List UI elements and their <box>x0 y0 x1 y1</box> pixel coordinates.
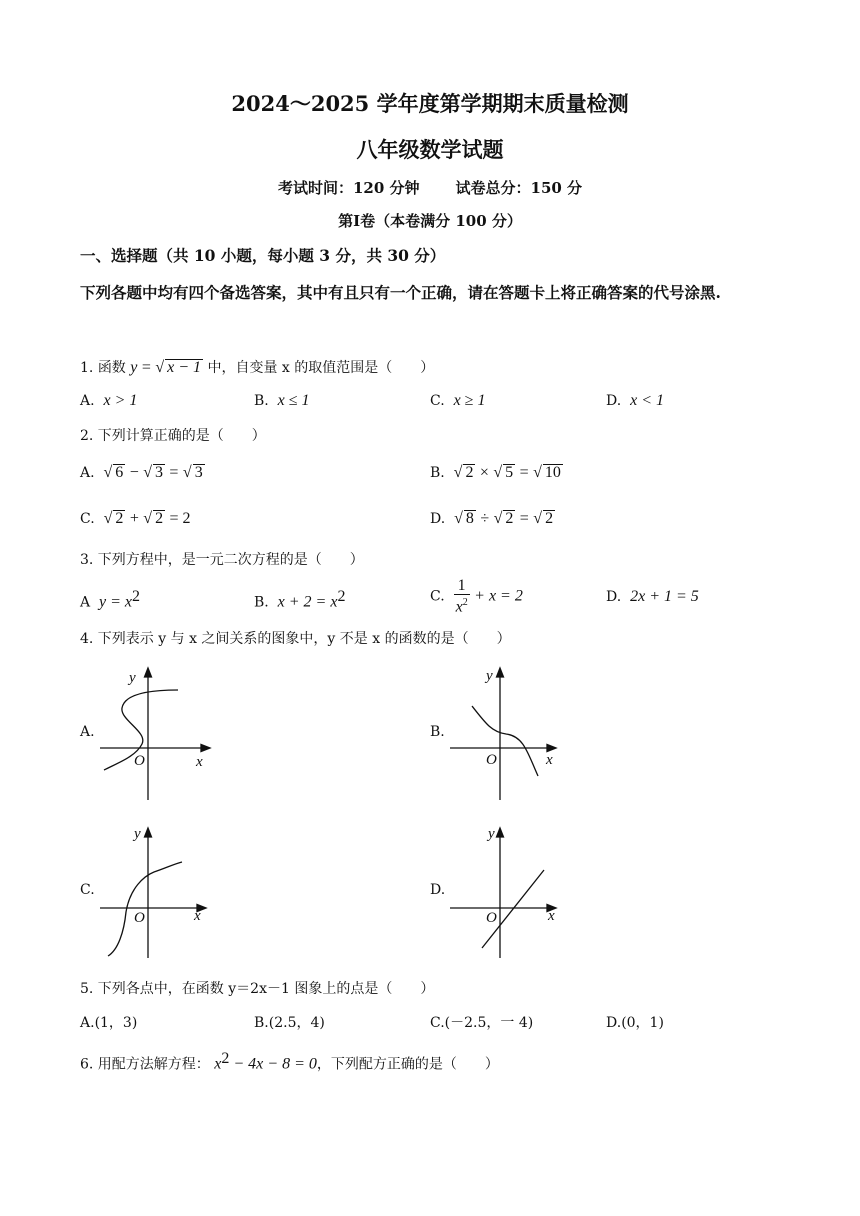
origin-label: O <box>134 910 145 926</box>
option-label: A. <box>80 1015 95 1031</box>
exam-total-score: 试卷总分：150 分 <box>455 179 583 197</box>
radical-sign: √ <box>103 464 113 481</box>
option-expr: x ≥ 1 <box>453 392 486 409</box>
option-label: D. <box>430 511 446 527</box>
graph-axes <box>100 668 210 800</box>
fraction <box>454 578 470 615</box>
formula-var: x <box>214 1055 222 1073</box>
operator: × <box>479 464 489 481</box>
question-6-stem <box>80 1050 499 1074</box>
question-text: ，下列配方正确的是（ ） <box>316 1056 499 1073</box>
q3-option-b[interactable] <box>254 588 345 612</box>
radicand: 2 <box>465 464 474 481</box>
q5-option-d[interactable] <box>606 1012 664 1032</box>
radical-sign: √ <box>155 359 165 376</box>
operator: − <box>129 464 139 481</box>
section-title: 一、选择题（共 10 小题，每小题 3 分，共 30 分） <box>80 246 446 265</box>
exam-subtitle: 八年级数学试题 <box>356 137 504 162</box>
axis-x-label: x <box>548 908 555 924</box>
option-expr: (1，3) <box>94 1015 138 1031</box>
radicand: 5 <box>505 464 514 481</box>
volume-heading: 第Ⅰ卷（本卷满分 100 分） <box>338 212 522 230</box>
graph-a <box>96 664 216 804</box>
operator: ÷ <box>480 510 490 527</box>
option-label: B. <box>254 1015 269 1031</box>
graph-curve <box>472 706 538 776</box>
q2-option-c[interactable] <box>80 510 191 528</box>
axis-y-label: y <box>134 826 141 842</box>
q5-option-c[interactable] <box>430 1012 533 1032</box>
q1-option-a[interactable] <box>80 392 137 410</box>
q4-option-b-label[interactable]: B. <box>430 724 445 740</box>
option-label: D. <box>606 393 622 409</box>
question-number: 1. <box>80 360 94 376</box>
option-expr: (0，1) <box>621 1015 664 1031</box>
exam-time: 考试时间：120 分钟 <box>277 179 420 197</box>
radicand: x − 1 <box>167 359 201 376</box>
q5-option-b[interactable] <box>254 1012 325 1032</box>
graph-curve <box>108 862 182 956</box>
radicand: 3 <box>154 464 163 481</box>
option-expr: y = x <box>99 593 133 611</box>
question-4-stem: 4. 下列表示 y 与 x 之间关系的图象中，y 不是 x 的函数的是（ ） <box>80 631 511 647</box>
q2-option-d[interactable] <box>430 510 555 528</box>
axis-x-label: x <box>196 754 203 770</box>
q1-option-c[interactable] <box>430 392 485 410</box>
exponent: 2 <box>132 588 141 605</box>
operator: = <box>519 464 529 481</box>
q3-option-a[interactable] <box>80 588 140 612</box>
origin-label: O <box>486 910 497 926</box>
question-5-stem: 5. 下列各点中，在函数 y＝2x－1 图象上的点是（ ） <box>80 981 435 997</box>
option-label: D. <box>606 1015 622 1031</box>
option-label: C. <box>430 588 445 605</box>
fraction-numerator: 1 <box>454 578 470 595</box>
axis-x-label: x <box>194 908 201 924</box>
fraction-denominator: x <box>455 598 463 616</box>
origin-label: O <box>134 753 145 769</box>
option-expr: (2.5，4) <box>268 1015 325 1031</box>
radicand: 2 <box>545 510 554 527</box>
exponent: 2 <box>337 588 346 605</box>
radicand: 8 <box>465 510 474 527</box>
axis-y-label: y <box>488 826 495 842</box>
graph-axes <box>450 828 556 958</box>
option-expr: x + 2 = x <box>277 593 338 611</box>
q5-option-a[interactable] <box>80 1012 137 1032</box>
option-expr: x ≤ 1 <box>277 392 310 409</box>
radicand: 2 <box>115 510 124 527</box>
option-label: B. <box>254 393 269 409</box>
radicand: 2 <box>505 510 514 527</box>
question-3-stem: 3. 下列方程中，是一元二次方程的是（ ） <box>80 552 364 568</box>
option-label: C. <box>430 1015 445 1031</box>
question-text: 中，自变量 x 的取值范围是（ ） <box>207 360 435 376</box>
option-label: C. <box>430 393 445 409</box>
q4-option-a-label[interactable]: A. <box>80 724 95 740</box>
radical-sign: √ <box>454 510 463 527</box>
formula-rest: − 4x − 8 = 0 <box>229 1055 317 1073</box>
q2-option-a[interactable] <box>80 464 205 482</box>
radical-sign: √ <box>533 510 543 527</box>
graph-line <box>482 870 544 948</box>
option-expr: 2x + 1 = 5 <box>630 588 699 605</box>
option-label: A. <box>80 393 95 409</box>
option-expr: (－2.5，一 4) <box>444 1015 534 1031</box>
radicand: 3 <box>194 464 203 481</box>
radical-sign: √ <box>493 464 503 481</box>
question-text: 函数 <box>97 360 126 376</box>
radicand: 10 <box>544 464 561 481</box>
question-2-stem: 2. 下列计算正确的是（ ） <box>80 428 266 444</box>
radical-sign: √ <box>103 510 113 527</box>
radical-sign: √ <box>453 464 463 481</box>
axis-y-label: y <box>129 670 136 686</box>
option-expr: x < 1 <box>630 392 664 409</box>
q1-option-b[interactable] <box>254 392 310 410</box>
q3-option-d[interactable] <box>606 588 699 606</box>
operator: = <box>169 464 179 481</box>
graph-axes <box>100 828 206 958</box>
axis-y-label: y <box>486 668 493 684</box>
exam-info <box>0 177 860 198</box>
graph-d <box>446 822 566 962</box>
question-text: 6. 用配方法解方程： <box>80 1056 210 1073</box>
formula-eq: = <box>141 359 151 376</box>
origin-label: O <box>486 752 497 768</box>
option-label: A <box>80 594 91 611</box>
exponent: 2 <box>221 1050 230 1067</box>
exam-title: 2024～2025 学年度第学期期末质量检测 <box>231 91 629 116</box>
operator: = 2 <box>169 510 191 527</box>
axis-x-label: x <box>546 752 553 768</box>
q3-option-c[interactable] <box>430 578 523 615</box>
radicand: 6 <box>115 464 124 481</box>
graph-b <box>446 664 566 804</box>
graph-c <box>96 822 216 962</box>
section-instructions: 下列各题中均有四个备选答案，其中有且只有一个正确，请在答题卡上将正确答案的代号涂黑. <box>80 283 721 302</box>
option-label: B. <box>430 465 445 481</box>
exponent: 2 <box>462 597 468 608</box>
option-label: A. <box>80 465 95 481</box>
radical-sign: √ <box>533 464 542 481</box>
q4-option-d-label[interactable]: D. <box>430 882 446 898</box>
q1-option-d[interactable] <box>606 392 664 410</box>
formula-var: y <box>130 359 138 376</box>
operator: + <box>129 510 139 527</box>
radical-sign: √ <box>143 510 153 527</box>
option-expr: x > 1 <box>103 392 138 409</box>
option-label: B. <box>254 594 269 611</box>
q4-option-c-label[interactable]: C. <box>80 882 95 898</box>
option-label: C. <box>80 511 95 527</box>
q2-option-b[interactable] <box>430 464 563 482</box>
radical-sign: √ <box>182 464 192 481</box>
option-expr: + x = 2 <box>474 587 523 605</box>
radical-sign: √ <box>143 464 152 481</box>
radical-sign: √ <box>493 510 503 527</box>
option-label: D. <box>606 589 622 605</box>
operator: = <box>519 510 529 527</box>
radicand: 2 <box>155 510 164 527</box>
question-1-stem <box>80 357 434 377</box>
